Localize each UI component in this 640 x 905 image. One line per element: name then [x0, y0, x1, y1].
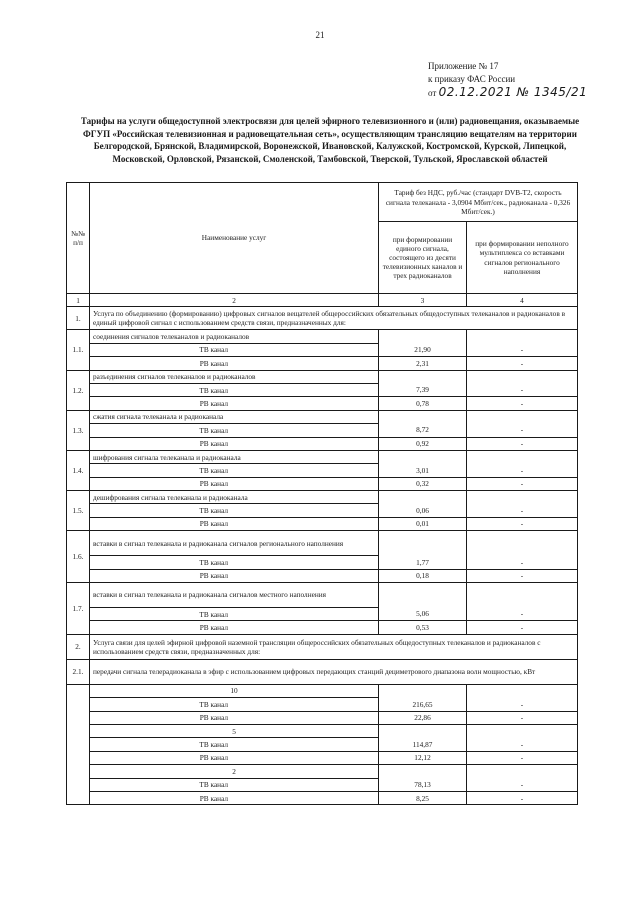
tariff-dash: -	[466, 791, 577, 804]
tariff-dash: -	[466, 477, 577, 490]
section-text: Услуга по объединению (формированию) цифровых сигналов вещателей общероссийских обязательных общедоступных телеканалов и радиоканалов в единый цифровой сигнал с использованием средств связи, предназначенных для:	[90, 307, 578, 330]
rv-label: РВ канал	[90, 357, 379, 370]
section-1-row	[67, 307, 578, 330]
appendix-date-prefix: от	[428, 88, 437, 98]
tariff-table	[66, 182, 578, 805]
item-text: вставки в сигнал телеканала и радиоканала сигналов местного наполнения	[90, 583, 379, 608]
tariff-dash: -	[466, 608, 577, 621]
appendix-block	[428, 60, 587, 100]
item-text: разъединения сигналов телеканалов и радиоканалов	[90, 370, 379, 383]
tariff-dash: -	[466, 621, 577, 634]
tariff-value: 0,53	[379, 621, 467, 634]
header-number: 1	[67, 294, 90, 307]
tariff-value: 21,90	[379, 343, 467, 356]
section-2-row	[67, 634, 578, 659]
rv-label: РВ канал	[90, 569, 379, 582]
appendix-line-2: к приказу ФАС России	[428, 74, 516, 84]
tariff-value: 0,32	[379, 477, 467, 490]
tariff-value: 0,78	[379, 397, 467, 410]
item-number: 1.5.	[67, 491, 90, 531]
appendix-line-3	[428, 86, 587, 100]
item-number: 1.4.	[67, 450, 90, 490]
tariff-dash: -	[466, 357, 577, 370]
tariff-value: 0,01	[379, 517, 467, 530]
tariff-value: 0,06	[379, 504, 467, 517]
tariff-value: 5,06	[379, 608, 467, 621]
header-col3: при формировании единого сигнала, состоящего из десяти телевизионных каналов и трех радиоканалов	[379, 222, 467, 294]
item-text: сжатия сигнала телеканала и радиоканала	[90, 410, 379, 423]
tariff-dash: -	[466, 556, 577, 569]
tariff-value: 7,39	[379, 383, 467, 396]
tariff-value: 8,25	[379, 791, 467, 804]
page-number: 21	[315, 30, 325, 40]
tariff-value: 78,13	[379, 778, 467, 791]
tariff-value: 2,31	[379, 357, 467, 370]
item-text: шифрования сигнала телеканала и радиоканала	[90, 450, 379, 463]
section-text: передачи сигнала телерадиоканала в эфир с использованием цифровых передающих станций дециметрового диапазона волн мощностью, кВт	[90, 659, 578, 684]
tariff-dash: -	[466, 437, 577, 450]
item-text: соединения сигналов телеканалов и радиоканалов	[90, 330, 379, 343]
header-num: №№ п/п	[67, 183, 90, 294]
tariff-value: 0,92	[379, 437, 467, 450]
tariff-value: 114,87	[379, 738, 467, 751]
tv-label: ТВ канал	[90, 738, 379, 751]
header-number: 2	[90, 294, 379, 307]
tariff-dash: -	[466, 464, 577, 477]
tariff-value: 22,86	[379, 711, 467, 724]
section-2-1-row	[67, 659, 578, 684]
rv-label: РВ канал	[90, 711, 379, 724]
header-name: Наименование услуг	[90, 183, 379, 294]
tariff-dash: -	[466, 397, 577, 410]
tariff-value: 3,01	[379, 464, 467, 477]
rv-label: РВ канал	[90, 751, 379, 764]
tv-label: ТВ канал	[90, 424, 379, 437]
tariff-value: 1,77	[379, 556, 467, 569]
tariff-dash: -	[466, 711, 577, 724]
header-numbers-row	[67, 294, 578, 307]
item-number: 1.3.	[67, 410, 90, 450]
tariff-dash: -	[466, 517, 577, 530]
section-number: 1.	[67, 307, 90, 330]
tariff-dash: -	[466, 383, 577, 396]
tv-label: ТВ канал	[90, 556, 379, 569]
item-number: 1.7.	[67, 583, 90, 635]
header-tariff-group: Тариф без НДС, руб./час (стандарт DVB-T2, скорость сигнала телеканала - 3,0904 Мбит/сек., радиоканала - 0,326 Мбит/сек.)	[379, 183, 578, 222]
appendix-line-1: Приложение № 17	[428, 61, 499, 71]
tariff-value: 0,18	[379, 569, 467, 582]
tv-label: ТВ канал	[90, 778, 379, 791]
rv-label: РВ канал	[90, 621, 379, 634]
item-number: 1.1.	[67, 330, 90, 370]
item-text: дешифрования сигнала телеканала и радиоканала	[90, 491, 379, 504]
tariff-dash: -	[466, 343, 577, 356]
header-col4: при формировании неполного мультиплекса со вставками сигналов регионального наполнения	[466, 222, 577, 294]
tariff-dash: -	[466, 698, 577, 711]
header-number: 4	[466, 294, 577, 307]
power-value: 10	[90, 684, 379, 697]
rv-label: РВ канал	[90, 791, 379, 804]
section-number: 2.1.	[67, 659, 90, 684]
tv-label: ТВ канал	[90, 608, 379, 621]
item-number: 1.6.	[67, 531, 90, 583]
tariff-dash: -	[466, 424, 577, 437]
tv-label: ТВ канал	[90, 698, 379, 711]
tariff-value: 8,72	[379, 424, 467, 437]
power-value: 2	[90, 765, 379, 778]
item-number: 1.2.	[67, 370, 90, 410]
tv-label: ТВ канал	[90, 343, 379, 356]
rv-label: РВ канал	[90, 517, 379, 530]
rv-label: РВ канал	[90, 397, 379, 410]
header-row-1	[67, 183, 578, 222]
document-title: Тарифы на услуги общедоступной электросвязи для целей эфирного телевизионного и (или) радиовещания, оказываемые ФГУП «Российская телевизионная и радиовещательная сеть», осуществляющим трансляцию вещателям на территории Белгородской, Брянской, Владимирской, Воронежской, Ивановской, Калужской, Костромской, Курской, Липецкой, Московской, Орловской, Рязанской, Смоленской, Тамбовской, Тверской, Тульской, Ярославской областей	[80, 116, 580, 164]
tariff-dash: -	[466, 778, 577, 791]
power-value: 5	[90, 724, 379, 737]
tariff-value: 12,12	[379, 751, 467, 764]
tariff-dash: -	[466, 504, 577, 517]
tv-label: ТВ канал	[90, 464, 379, 477]
tariff-dash: -	[466, 569, 577, 582]
section-text: Услуга связи для целей эфирной цифровой наземной трансляции общероссийских обязательных общедоступных телеканалов и радиоканалов с использованием средств связи, предназначенных для:	[90, 634, 578, 659]
tariff-dash: -	[466, 751, 577, 764]
section-number: 2.	[67, 634, 90, 659]
item-text: вставки в сигнал телеканала и радиоканала сигналов регионального наполнения	[90, 531, 379, 556]
tv-label: ТВ канал	[90, 504, 379, 517]
tv-label: ТВ канал	[90, 383, 379, 396]
tariff-value: 216,65	[379, 698, 467, 711]
rv-label: РВ канал	[90, 477, 379, 490]
rv-label: РВ канал	[90, 437, 379, 450]
tariff-dash: -	[466, 738, 577, 751]
handwritten-date-number: 02.12.2021 № 1345/21	[438, 85, 588, 99]
header-number: 3	[379, 294, 467, 307]
